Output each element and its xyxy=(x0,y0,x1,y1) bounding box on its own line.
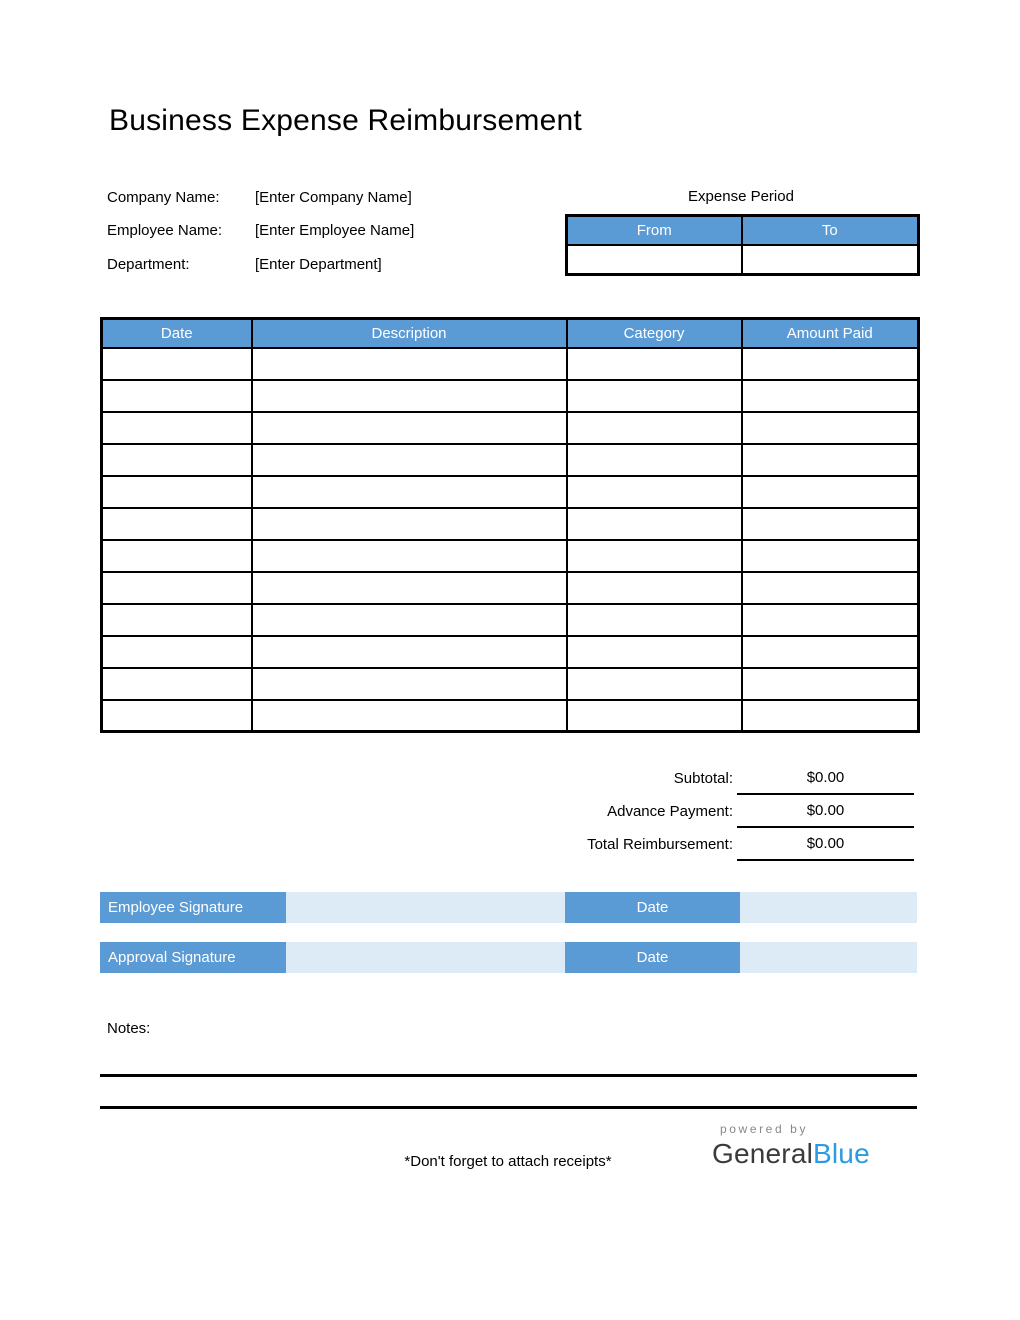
expense-row xyxy=(102,636,919,668)
expense-cell[interactable] xyxy=(102,540,252,572)
general-blue-logo xyxy=(712,1122,882,1170)
brand-wordmark xyxy=(712,1138,882,1170)
approval-signature-label: Approval Signature xyxy=(100,942,286,973)
employee-name-label: Employee Name: xyxy=(107,222,223,239)
expense-cell[interactable] xyxy=(567,668,742,700)
attach-receipts-note: *Don't forget to attach receipts* xyxy=(404,1153,612,1170)
notes-line[interactable] xyxy=(100,1106,917,1109)
expense-row xyxy=(102,508,919,540)
expense-row xyxy=(102,700,919,732)
expense-cell[interactable] xyxy=(742,380,919,412)
employee-signature-row xyxy=(100,892,917,923)
expense-row xyxy=(102,476,919,508)
employee-signature-date-label: Date xyxy=(565,892,740,923)
description-column-header: Description xyxy=(252,319,567,348)
expense-cell[interactable] xyxy=(102,380,252,412)
expense-cell[interactable] xyxy=(102,508,252,540)
advance-payment-row xyxy=(100,795,917,828)
employee-name-field[interactable]: [Enter Employee Name] xyxy=(255,222,415,239)
expense-cell[interactable] xyxy=(102,700,252,732)
expense-cell[interactable] xyxy=(567,636,742,668)
expense-cell[interactable] xyxy=(102,412,252,444)
expense-cell[interactable] xyxy=(742,348,919,380)
expense-cell[interactable] xyxy=(567,444,742,476)
expense-cell[interactable] xyxy=(567,412,742,444)
expense-cell[interactable] xyxy=(567,476,742,508)
expense-cell[interactable] xyxy=(742,444,919,476)
expense-cell[interactable] xyxy=(252,508,567,540)
expense-cell[interactable] xyxy=(252,540,567,572)
expense-row xyxy=(102,412,919,444)
expense-cell[interactable] xyxy=(102,444,252,476)
total-reimbursement-value: $0.00 xyxy=(737,828,914,861)
employee-signature-field[interactable] xyxy=(286,892,565,923)
approval-signature-date-label: Date xyxy=(565,942,740,973)
expense-cell[interactable] xyxy=(252,700,567,732)
expense-cell[interactable] xyxy=(567,700,742,732)
totals-section xyxy=(100,762,917,861)
powered-by-text: powered by xyxy=(720,1122,809,1136)
expense-cell[interactable] xyxy=(102,572,252,604)
expense-cell[interactable] xyxy=(742,700,919,732)
notes-label: Notes: xyxy=(107,1020,151,1037)
expense-cell[interactable] xyxy=(252,636,567,668)
expense-cell[interactable] xyxy=(252,412,567,444)
expense-cell[interactable] xyxy=(252,604,567,636)
expense-table xyxy=(100,317,920,733)
expense-row xyxy=(102,348,919,380)
brand-blue-text: Blue xyxy=(813,1138,870,1169)
from-date-cell[interactable] xyxy=(567,245,742,275)
company-info-block xyxy=(107,187,547,288)
brand-general-text: General xyxy=(712,1138,814,1169)
expense-cell[interactable] xyxy=(742,540,919,572)
expense-cell[interactable] xyxy=(102,604,252,636)
to-date-cell[interactable] xyxy=(742,245,919,275)
subtotal-row xyxy=(100,762,917,795)
expense-cell[interactable] xyxy=(742,604,919,636)
employee-name-row xyxy=(107,221,547,241)
amount-paid-column-header: Amount Paid xyxy=(742,319,919,348)
category-column-header: Category xyxy=(567,319,742,348)
department-row xyxy=(107,254,547,274)
expense-cell[interactable] xyxy=(567,508,742,540)
expense-cell[interactable] xyxy=(102,636,252,668)
expense-period-header-row xyxy=(567,216,919,245)
expense-cell[interactable] xyxy=(567,540,742,572)
expense-row xyxy=(102,572,919,604)
page-title: Business Expense Reimbursement xyxy=(109,104,582,137)
expense-row xyxy=(102,604,919,636)
to-column-header: To xyxy=(742,216,919,245)
from-column-header: From xyxy=(567,216,742,245)
expense-period-value-row xyxy=(567,245,919,275)
expense-cell[interactable] xyxy=(252,380,567,412)
department-field[interactable]: [Enter Department] xyxy=(255,255,382,273)
employee-signature-label: Employee Signature xyxy=(100,892,286,923)
expense-cell[interactable] xyxy=(102,476,252,508)
company-name-label: Company Name: xyxy=(107,188,220,206)
expense-row xyxy=(102,380,919,412)
expense-period-section xyxy=(565,188,917,276)
expense-row xyxy=(102,668,919,700)
expense-cell[interactable] xyxy=(742,412,919,444)
approval-signature-date-field[interactable] xyxy=(740,942,917,973)
date-column-header: Date xyxy=(102,319,252,348)
expense-cell[interactable] xyxy=(742,668,919,700)
expense-cell[interactable] xyxy=(252,476,567,508)
expense-cell[interactable] xyxy=(742,636,919,668)
expense-cell[interactable] xyxy=(567,604,742,636)
expense-cell[interactable] xyxy=(102,668,252,700)
expense-row xyxy=(102,540,919,572)
expense-cell[interactable] xyxy=(742,572,919,604)
expense-row xyxy=(102,444,919,476)
subtotal-label: Subtotal: xyxy=(673,770,733,787)
expense-table-body xyxy=(102,348,919,732)
employee-signature-date-field[interactable] xyxy=(740,892,917,923)
expense-cell[interactable] xyxy=(567,572,742,604)
expense-cell[interactable] xyxy=(252,572,567,604)
expense-cell[interactable] xyxy=(742,476,919,508)
approval-signature-row xyxy=(100,942,917,973)
notes-line[interactable] xyxy=(100,1074,917,1077)
expense-cell[interactable] xyxy=(252,668,567,700)
department-label: Department: xyxy=(107,255,190,273)
subtotal-value: $0.00 xyxy=(737,762,914,795)
expense-period-title: Expense Period xyxy=(688,188,794,205)
expense-cell[interactable] xyxy=(102,348,252,380)
expense-cell[interactable] xyxy=(252,348,567,380)
signatures-section xyxy=(100,892,917,992)
company-name-field[interactable]: [Enter Company Name] xyxy=(255,188,412,206)
advance-payment-value: $0.00 xyxy=(737,795,914,828)
approval-signature-field[interactable] xyxy=(286,942,565,973)
total-reimbursement-row xyxy=(100,828,917,861)
expense-cell[interactable] xyxy=(742,508,919,540)
expense-period-table xyxy=(565,214,920,276)
expense-cell[interactable] xyxy=(567,380,742,412)
expense-table-header-row xyxy=(102,319,919,348)
expense-cell[interactable] xyxy=(252,444,567,476)
advance-payment-label: Advance Payment: xyxy=(607,803,733,820)
company-name-row xyxy=(107,187,547,207)
expense-cell[interactable] xyxy=(567,348,742,380)
total-reimbursement-label: Total Reimbursement: xyxy=(587,836,733,853)
